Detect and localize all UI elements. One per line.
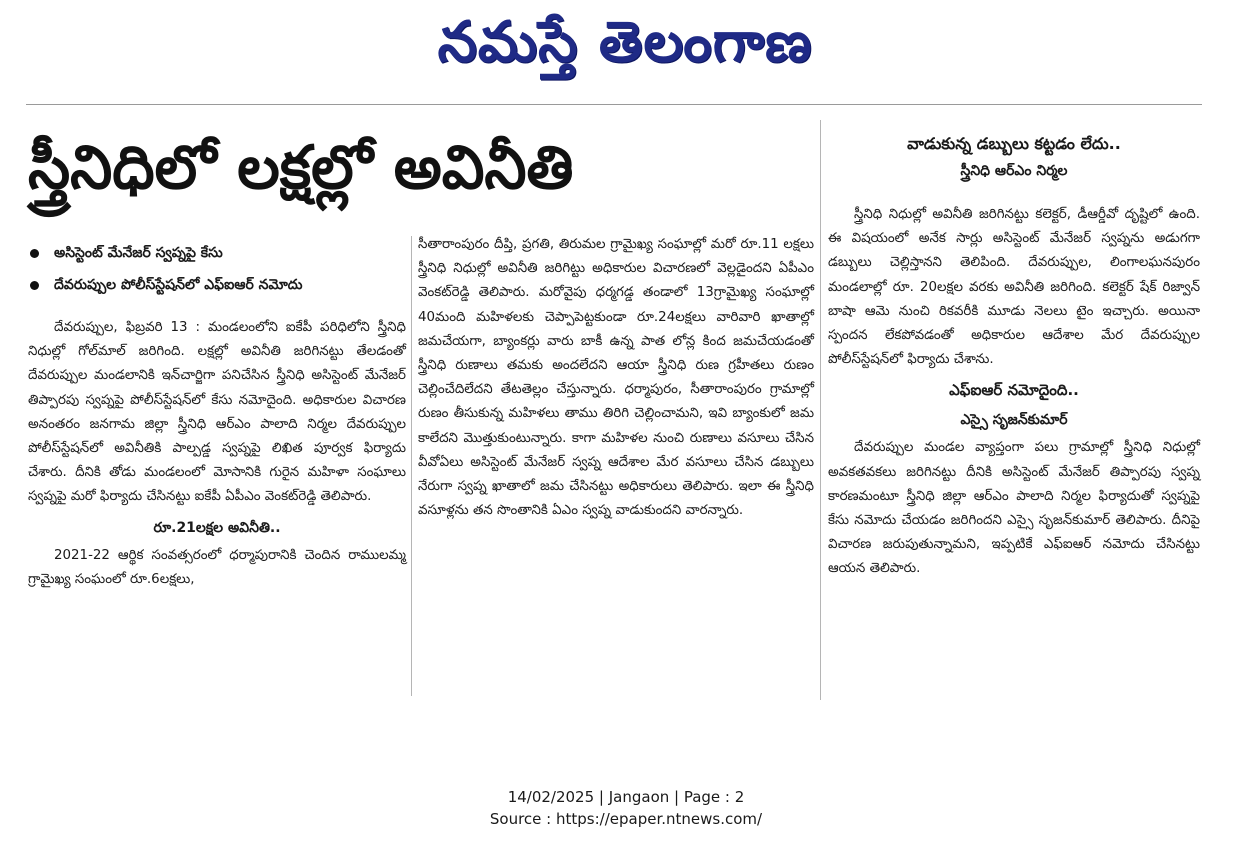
highlight-text: దేవరుప్పుల పోలీస్‌స్టేషన్‌లో ఎఫ్ఐఆర్ నమోదు: [54, 277, 303, 293]
article-column-2: [418, 233, 814, 523]
column-divider: [820, 120, 821, 700]
sidebar-header: [828, 130, 1200, 184]
section-byline: ఎస్సై సృజన్‌కుమార్: [960, 412, 1068, 429]
section-subhead: ఎఫ్ఐఆర్ నమోదైంది..: [949, 381, 1079, 400]
bullet-icon: [30, 249, 39, 258]
section-subhead: రూ.21లక్షల అవినీతి..: [153, 519, 281, 536]
body-paragraph: దేవరుప్పుల మండల వ్యాప్తంగా పలు గ్రామాల్లో స్త్రీనిధి నిధుల్లో అవకతవకలు జరిగినట్టు దీనికి అసిస్టెంట్ మేనేజర్ తిప్పారపు స్వప్న కారణమంటూ స్త్రీనిధి జిల్లా ఆర్ఎం పాలాది నిర్మల ఫిర్యాదుతో స్వప్నపై కేసు నమోదు చేయడం జరిగిందని ఎస్సై సృజన్‌కుమార్ తెలిపారు. దీనిపై విచారణ జరుపుతున్నామని, ఇప్పటికే ఎఫ్ఐఆర్ నమోదు చేసినట్టు ఆయన తెలిపారు.: [828, 440, 1200, 577]
highlight-item: [28, 269, 408, 301]
sidebar-byline: స్త్రీనిధి ఆర్ఎం నిర్మల: [960, 163, 1068, 179]
footer-edition-info: 14/02/2025 | Jangaon | Page : 2: [507, 788, 745, 806]
body-paragraph: స్త్రీనిధి నిధుల్లో అవినీతి జరిగినట్టు కలెక్టర్, డీఆర్డీవో దృష్టిలో ఉంది. ఈ విషయంలో అనేక సార్లు అసిస్టెంట్ మేనేజర్ స్వప్నను అడుగగా డబ్బులు చెల్లిస్తానని తెలిపింది. దేవరుప్పుల, లింగాలఘనపురం మండలాల్లో రూ. 20లక్షల వరకు అవినీతి జరిగింది. కలెక్టర్ షేక్ రిజ్వాన్ బాషా ఆమె నుంచి రికవరీకి మూడు నెలలు టైం ఇచ్చారు. అయినా స్పందన లేకపోవడంతో అధికారుల ఆదేశాల మేర దేవరుప్పుల పోలీస్‌స్టేషన్‌లో ఫిర్యాదు చేశాను.: [828, 207, 1200, 368]
column-divider: [411, 236, 412, 696]
newspaper-masthead: నమస్తే తెలంగాణ: [437, 10, 813, 75]
sidebar-title: వాడుకున్న డబ్బులు కట్టడం లేదు..: [907, 134, 1121, 153]
article-highlights: [28, 237, 408, 301]
article-column-3: [828, 203, 1200, 582]
article-headline: స్త్రీనిధిలో లక్షల్లో అవినీతి: [28, 133, 574, 203]
footer-source-link[interactable]: Source : https://epaper.ntnews.com/: [489, 810, 763, 828]
masthead-divider: [26, 104, 1202, 105]
highlight-item: [28, 237, 408, 269]
article-column-1: [28, 316, 406, 592]
body-paragraph: దేవరుప్పుల, ఫిబ్రవరి 13 : మండలంలోని ఐకేపీ పరిధిలోని స్త్రీనిధి నిధుల్లో గోల్‌మాల్ జరిగింది. లక్షల్లో అవినీతి జరిగినట్టు తేలడంతో దేవరుప్పుల మండలానికి ఇన్‌చార్జిగా పనిచేసిన స్త్రీనిధి అసిస్టెంట్ మేనేజర్ తిప్పారపు స్వప్నపై పోలీస్‌స్టేషన్‌లో కేసు నమోదైంది. అధికారుల విచారణ అనంతరం జనగామ జిల్లా స్త్రీనిధి ఆర్ఎం పాలాది నిర్మల దేవరుప్పుల పోలీస్‌స్టేషన్‌లో అవినీతికి పాల్పడ్డ స్వప్నపై లిఖిత పూర్వక ఫిర్యాదు చేశారు. దీనికి తోడు మండలంలో మోసానికి గురైన మహిళా సంఘాలు స్వప్నపై మరో ఫిర్యాదు చేసినట్టు ఐకేపీ ఏపీఎం వెంకట్‌రెడ్డి తెలిపారు.: [28, 320, 406, 505]
body-paragraph: 2021-22 ఆర్థిక సంవత్సరంలో ధర్మాపురానికి చెందిన రాములమ్మ గ్రామైఖ్య సంఘంలో రూ.6లక్షలు,: [28, 547, 406, 587]
bullet-icon: [30, 281, 39, 290]
highlight-text: అసిస్టెంట్ మేనేజర్ స్వప్నపై కేసు: [54, 245, 223, 261]
body-paragraph: సీతారాంపురం దీప్తి, ప్రగతి, తిరుమల గ్రామైఖ్య సంఘాల్లో మరో రూ.11 లక్షలు స్త్రీనిధి నిధుల్లో అవినీతి జరిగిట్టు అధికారుల విచారణలో వెల్లడైందని ఏపీఎం వెంకట్‌రెడ్డి తెలిపారు. మరోవైపు ధర్మగడ్డ తండాలో 13గ్రామైఖ్య సంఘాల్లో 40మంది మహిళలకు చెప్పాపెట్టకుండా రూ.24లక్షలు వారివారి ఖాతాల్లో జమచేయగా, బ్యాంకర్లు వారు బాకీ ఉన్న పాత లోన్ల కింద జమచేయడంతో స్త్రీనిధి రుణాలు తమకు అందలేదని ఆయా స్త్రీనిధి రుణ గ్రహీతలు రుణం చెల్లించేదిలేదని తేటతెల్లం చేస్తున్నారు. ధర్మాపురం, సీతారాంపురం గ్రామాల్లో రుణం తీసుకున్న మహిళలు తాము తిరిగి చెల్లించామని, ఇవి బ్యాంకులో జమ కాలేదని మొత్తుకుంటున్నారు. కాగా మహిళల నుంచి రుణాలు వసూలు చేసిన వీవోఏలు అసిస్టెంట్ మేనేజర్ స్వప్న ఆదేశాల మేర వసూలు చేసిన డబ్బులు నేరుగా స్వప్న ఖాతాలో జమ చేసినట్టు అధికారులు తెలిపారు. ఇలా ఈ స్త్రీనిధి వసూళ్లను తన సొంతానికి ఏఎం స్వప్న వాడుకుందని వారన్నారు.: [418, 237, 814, 519]
